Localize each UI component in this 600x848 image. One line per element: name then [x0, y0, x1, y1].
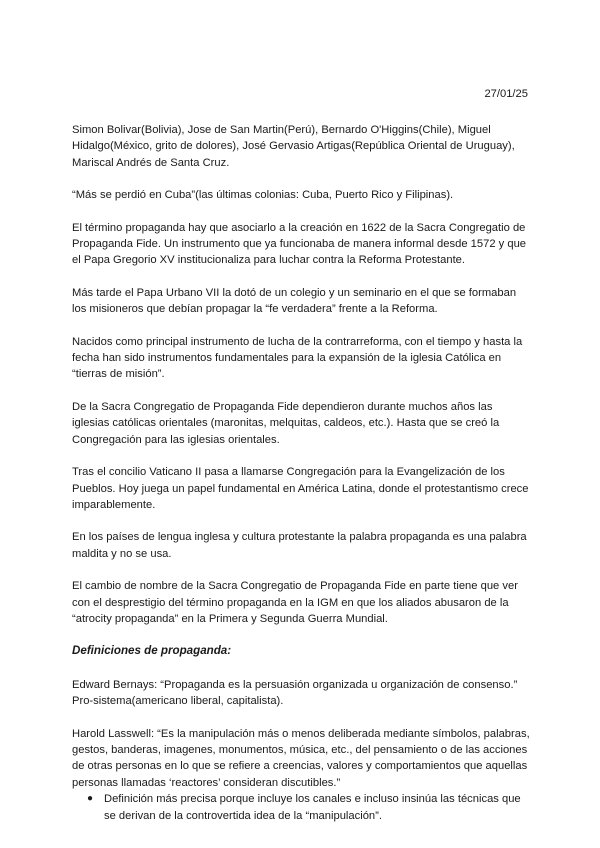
paragraph-iglesias-orientales: De la Sacra Congregatio de Propaganda Fide dependieron durante muchos años las iglesias católicas orientales (maronitas, melquitas, caldeos, etc.). Hasta que se creó la Congregación para las iglesias orientales.	[72, 400, 500, 446]
paragraph-contrarreforma: Nacidos como principal instrumento de lucha de la contrarreforma, con el tiempo y hasta la fecha han sido instrumentos fundamentales para la expansión de la iglesia Católica en “tierras de misión”.	[72, 335, 523, 381]
section-heading: Definiciones de propaganda:	[72, 644, 232, 658]
paragraph-propaganda-origin: El término propaganda hay que asociarlo a la creación en 1622 de la Sacra Congregatio de Propaganda Fide. Un instrumento que ya funcionaba de manera informal desde 1572 y que el Papa Gregorio XV institucionaliza para luchar contra la Reforma Protestante.	[72, 221, 527, 267]
document-date: 27/01/25	[484, 88, 528, 100]
bullet-icon: ●	[87, 793, 94, 805]
document-body	[72, 122, 532, 824]
paragraph-urbano: Más tarde el Papa Urbano VII la dotó de un colegio y un seminario en el que se formaban los misioneros que debían propagar la “fe verdadera” frente a la Reforma.	[72, 286, 517, 316]
paragraph-independence-leaders: Simon Bolivar(Bolivia), Jose de San Martin(Perú), Bernardo O'Higgins(Chile), Miguel Hidalgo(México, grito de dolores), José Gervasio Artigas(República Oriental de Uruguay), Mariscal Andrés de Santa Cruz.	[72, 124, 515, 169]
paragraph-vaticano: Tras el concilio Vaticano II pasa a llamarse Congregación para la Evangelización de los Pueblos. Hoy juega un papel fundamental en América Latina, donde el protestantismo crece imparablemente.	[72, 466, 529, 511]
definition-lasswell: Harold Lasswell: “Es la manipulación más o menos deliberada mediante símbolos, palabras, gestos, banderas, imagenes, monumentos, música, etc., del pensamiento o de las acciones de otras personas en lo que se refiere a creencias, valores y comportamientos que aquellas personas llamadas ‘reactores’ consideran discutibles.”	[72, 727, 530, 789]
list-item-text: Definición más precisa porque incluye los canales e incluso insinúa las técnicas que se derivan de la controvertida idea de la “manipulación”.	[104, 793, 521, 822]
paragraph-cuba: “Más se perdió en Cuba”(las últimas colonias: Cuba, Puerto Rico y Filipinas).	[72, 189, 454, 202]
list-item	[87, 791, 532, 824]
definition-bernays: Edward Bernays: “Propaganda es la persuasión organizada u organización de consenso.” Pro-sistema(americano liberal, capitalista).	[72, 678, 518, 708]
paragraph-cambio-nombre: El cambio de nombre de la Sacra Congregatio de Propaganda Fide en parte tiene que ver con el desprestigio del término propaganda en la IGM en que los aliados abusaron de la “atrocity propaganda” en la Primera y Segunda Guerra Mundial.	[72, 580, 518, 625]
bullet-list	[72, 791, 532, 824]
paragraph-paises-ingleses: En los países de lengua inglesa y cultura protestante la palabra propaganda es una palabra maldita y no se usa.	[72, 531, 527, 560]
